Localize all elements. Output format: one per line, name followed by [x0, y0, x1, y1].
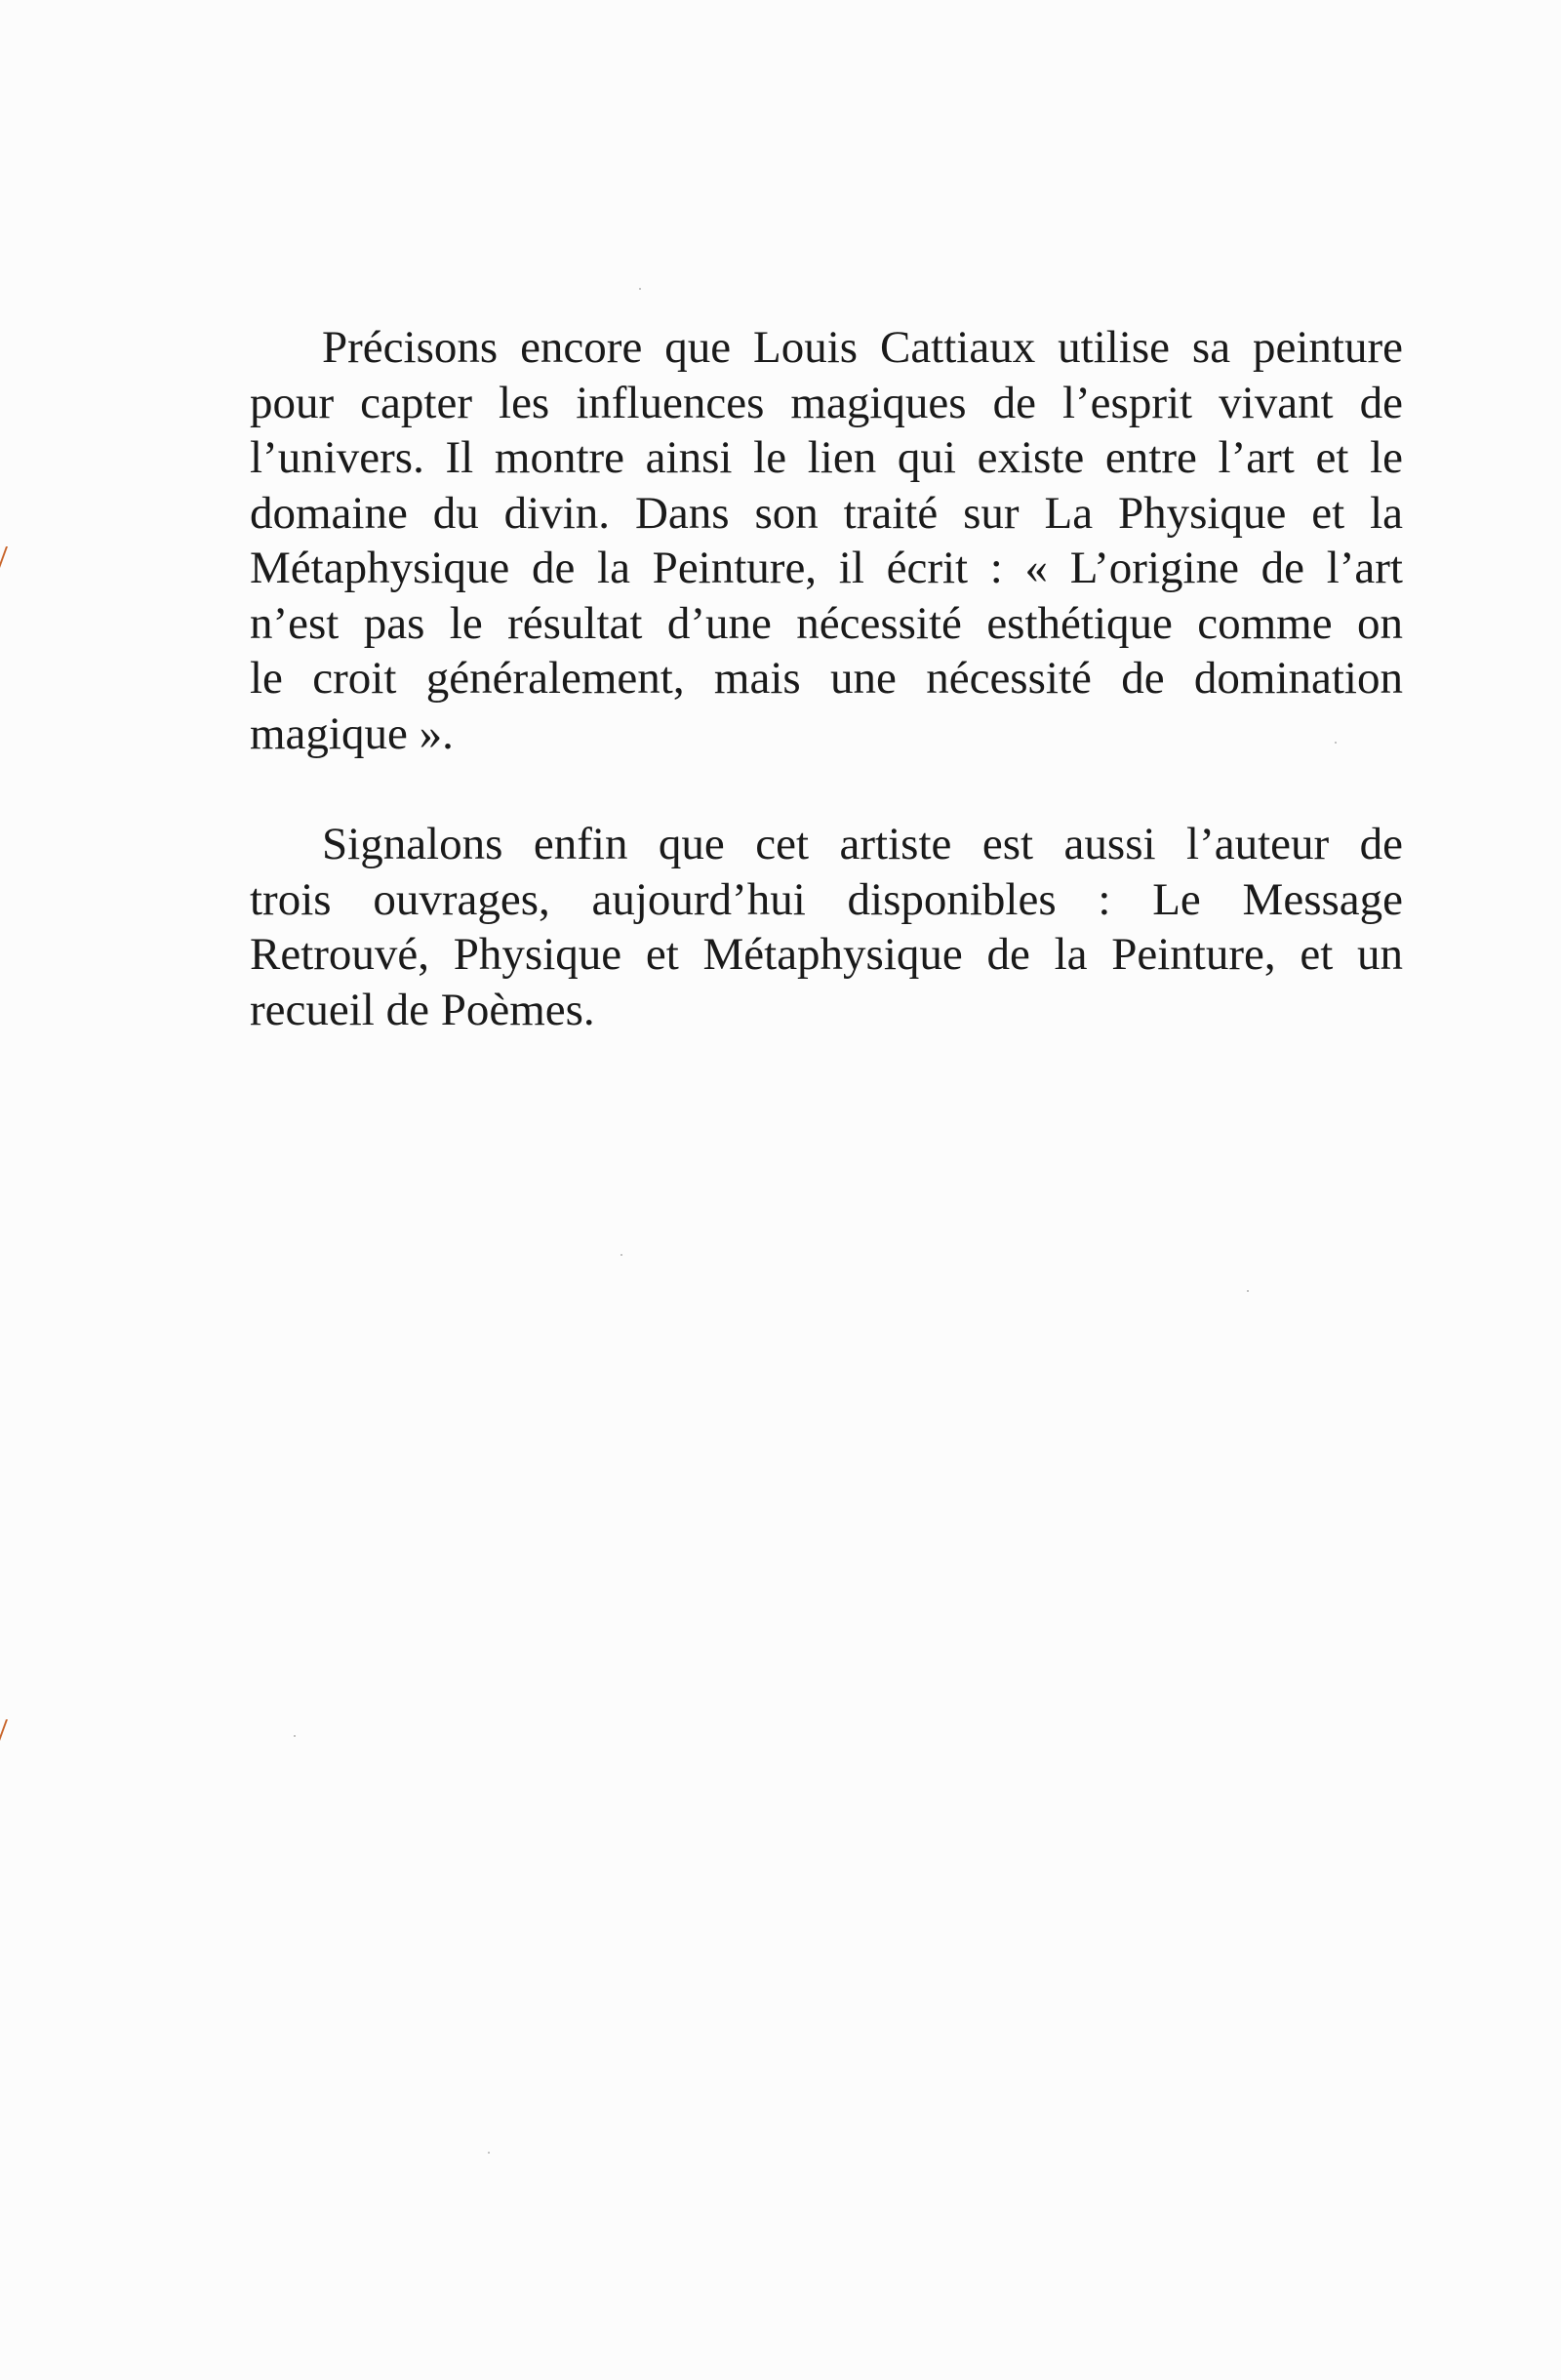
- text-line: Signalons enfin que cet artiste est aussi l’auteur de: [322, 819, 1403, 869]
- text-line: pour capter les influences magiques de l’esprit vivant de: [250, 377, 1403, 428]
- text-line: n’est pas le résultat d’une nécessité esthétique comme on: [250, 597, 1403, 649]
- text-line: magique ».: [250, 707, 454, 759]
- paper-speck: [1247, 1290, 1249, 1292]
- paragraph-2: [250, 817, 1403, 1037]
- paper-speck: [488, 2152, 490, 2154]
- text-line: Précisons encore que Louis Cattiaux utilise sa peinture: [322, 322, 1403, 373]
- paragraph-spacer: [250, 761, 1403, 817]
- binding-mark-icon: [0, 546, 14, 568]
- paragraph-1: [250, 320, 1403, 761]
- text-line: domaine du divin. Dans son traité sur La Physique et la: [250, 487, 1403, 539]
- binding-mark-icon: [0, 1719, 14, 1741]
- text-line: recueil de Poèmes.: [250, 984, 595, 1035]
- text-line: Retrouvé, Physique et Métaphysique de la Peinture, et un: [250, 929, 1403, 980]
- paper-speck: [294, 1735, 296, 1737]
- paper-speck: [620, 1254, 622, 1256]
- body-text: [250, 320, 1403, 1037]
- text-line: trois ouvrages, aujourd’hui disponibles : Le Message: [250, 873, 1403, 925]
- text-line: Métaphysique de la Peinture, il écrit : « L’origine de l’art: [250, 543, 1403, 593]
- text-line: le croit généralement, mais une nécessité de domination: [250, 653, 1403, 704]
- paper-speck: [639, 288, 641, 290]
- text-line: l’univers. Il montre ainsi le lien qui existe entre l’art et le: [250, 432, 1403, 483]
